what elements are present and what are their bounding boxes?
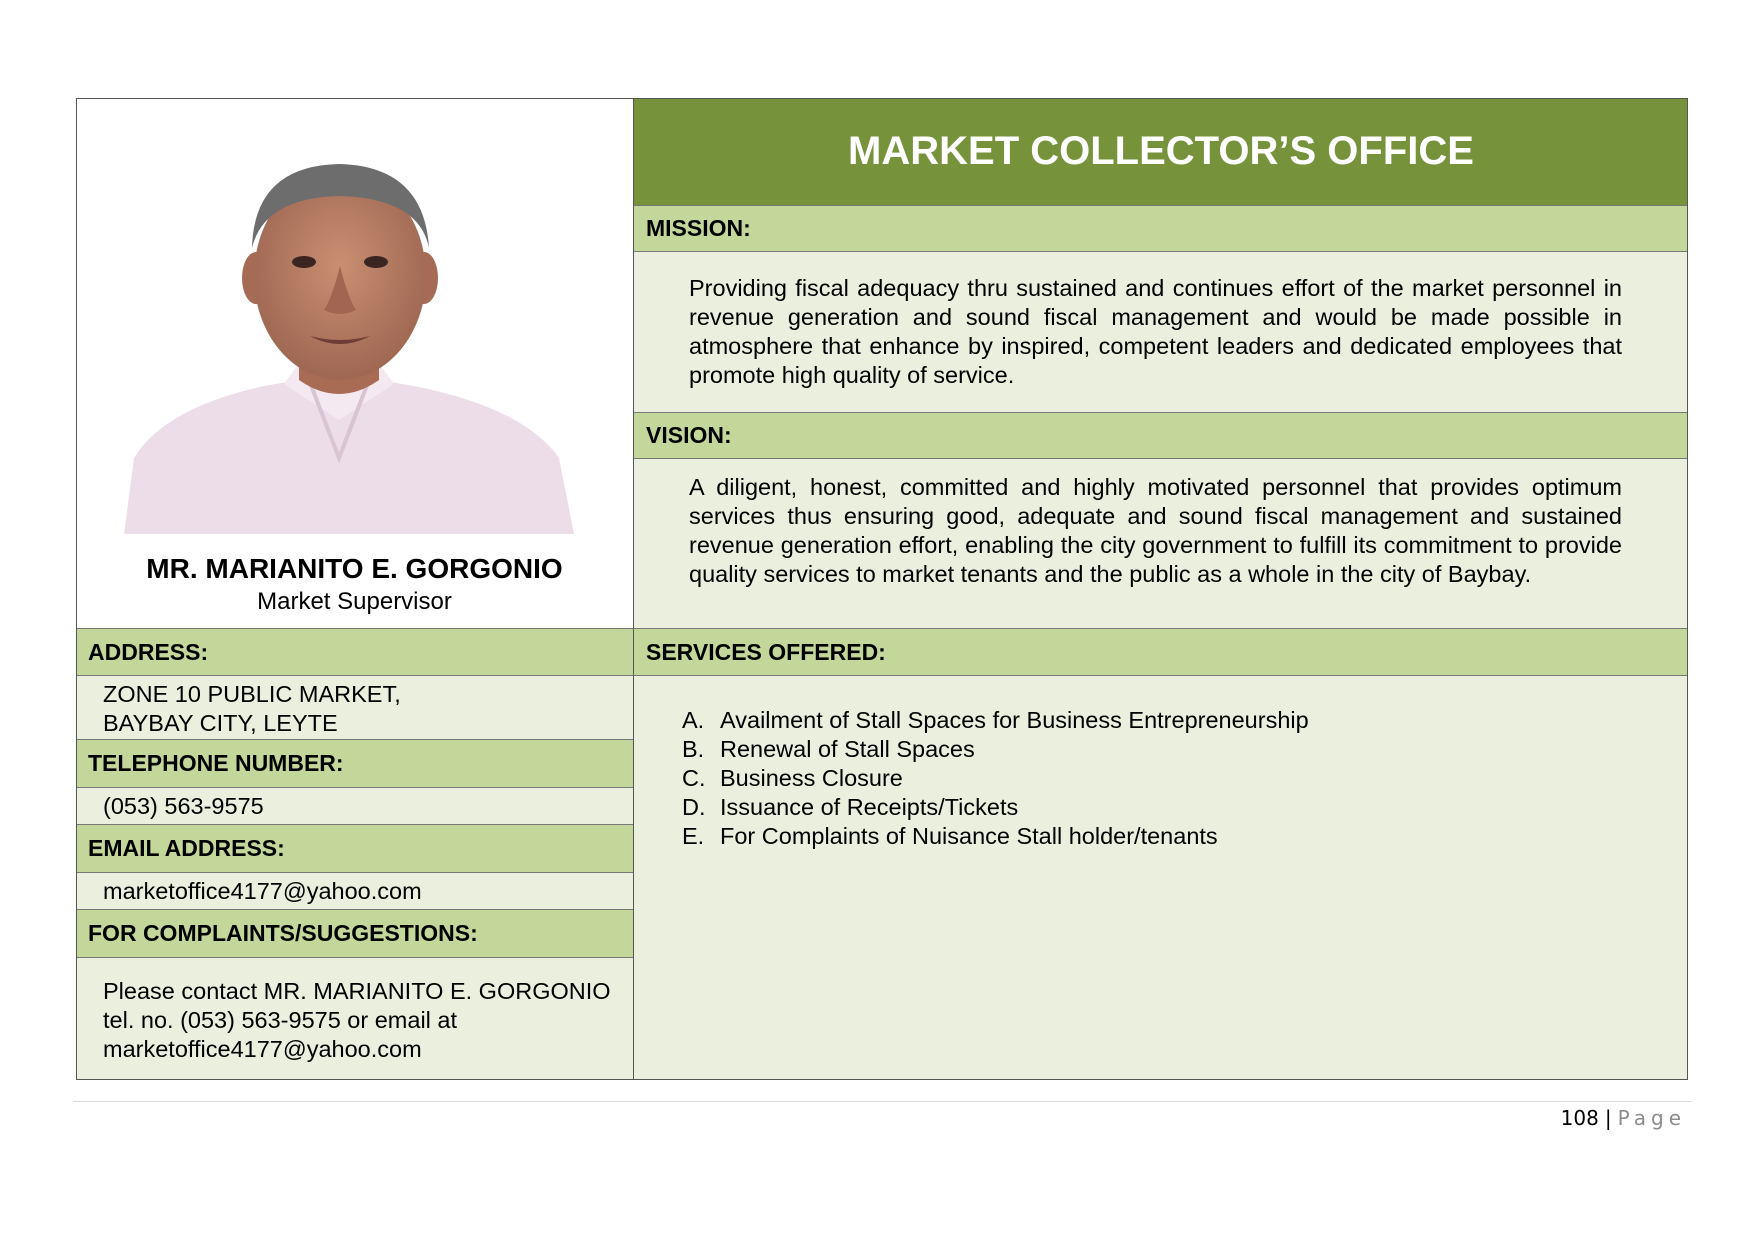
- page-number: [1561, 1106, 1686, 1130]
- page-number-value: 108: [1560, 1106, 1599, 1130]
- page-number-separator: |: [1604, 1106, 1612, 1130]
- telephone-header: TELEPHONE NUMBER:: [76, 739, 633, 787]
- list-item-text: Availment of Stall Spaces for Business Entrepreneurship: [720, 707, 1309, 733]
- list-item-letter: D.: [682, 794, 706, 820]
- table-frame: [76, 98, 1688, 1080]
- complaints-header: FOR COMPLAINTS/SUGGESTIONS:: [76, 909, 633, 957]
- complaints-text: Please contact MR. MARIANITO E. GORGONIO tel. no. (053) 563-9575 or email at marketoffice4177@yahoo.com: [103, 978, 611, 1062]
- supervisor-position: Market Supervisor: [257, 588, 452, 615]
- list-item-letter: B.: [682, 736, 705, 762]
- address-header: ADDRESS:: [76, 628, 633, 675]
- vision-header: VISION:: [633, 412, 1688, 458]
- list-item-text: Business Closure: [720, 765, 903, 791]
- address-line-1: ZONE 10 PUBLIC MARKET,: [103, 681, 401, 707]
- list-item-text: Renewal of Stall Spaces: [720, 736, 975, 762]
- vision-text: A diligent, honest, committed and highly motivated personnel that provides optimum services thus ensuring good, adequate and sound fiscal management and sustained revenue generation effort, enabling the city government to fulfill its commitment to provide quality services to market tenants and the public as a whole in the city of Baybay.: [689, 474, 1622, 587]
- address-line-2: BAYBAY CITY, LEYTE: [103, 710, 338, 736]
- telephone-value: (053) 563-9575: [103, 793, 264, 819]
- supervisor-name: MR. MARIANITO E. GORGONIO: [146, 553, 563, 584]
- email-header: EMAIL ADDRESS:: [76, 824, 633, 872]
- list-item-letter: C.: [682, 765, 706, 791]
- list-item-letter: E.: [682, 823, 705, 849]
- list-item-text: Issuance of Receipts/Tickets: [720, 794, 1019, 820]
- services-header: SERVICES OFFERED:: [633, 628, 1688, 675]
- mission-text: Providing fiscal adequacy thru sustained and continues effort of the market personnel in revenue generation and sound fiscal management and would be made possible in atmosphere that enhance by inspired, competent leaders and dedicated employees that promote high quality of service.: [689, 275, 1622, 388]
- footer-divider: [73, 1101, 1691, 1102]
- mission-header: MISSION:: [633, 205, 1688, 251]
- list-item-letter: A.: [682, 707, 705, 733]
- office-title: MARKET COLLECTOR’S OFFICE: [633, 98, 1688, 205]
- list-item-text: For Complaints of Nuisance Stall holder/tenants: [720, 823, 1218, 849]
- email-value[interactable]: marketoffice4177@yahoo.com: [103, 878, 422, 904]
- page-label: Page: [1617, 1106, 1686, 1130]
